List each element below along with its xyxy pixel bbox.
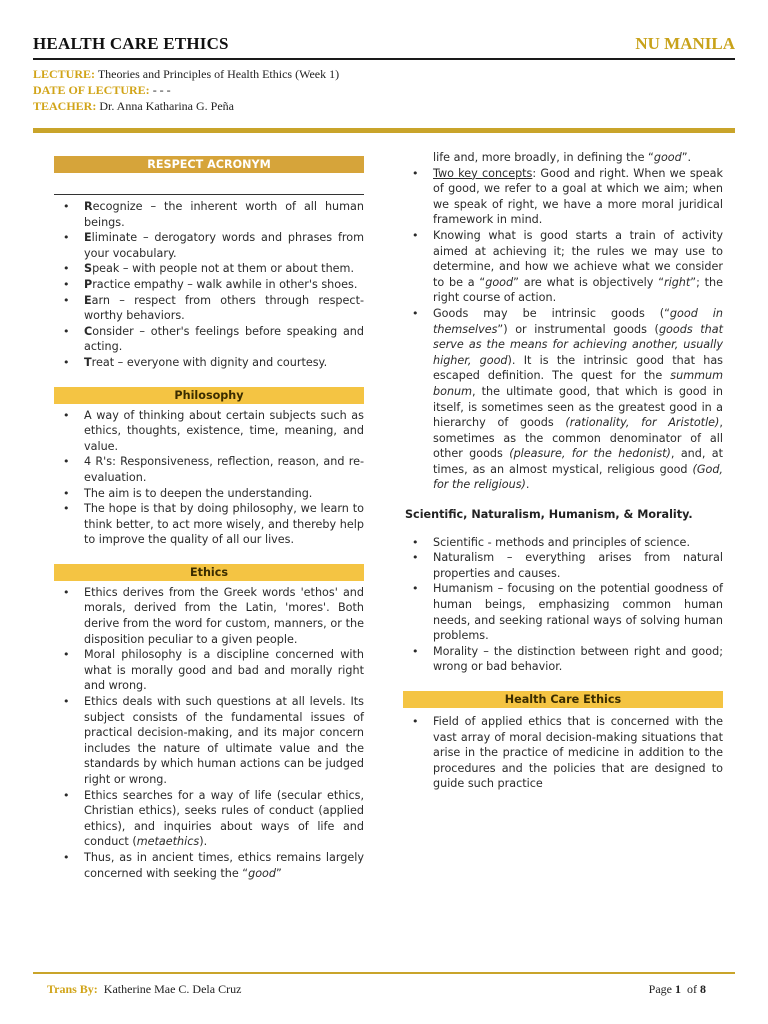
page-label: Page: [648, 982, 672, 996]
scientific-heading: Scientific, Naturalism, Humanism, & Morality.: [405, 508, 693, 522]
list-item: • The aim is to deepen the understanding.: [54, 486, 364, 502]
document-title: HEALTH CARE ETHICS: [33, 34, 229, 53]
ethics-heading: Ethics: [54, 564, 364, 581]
list-item-text: peak – with people not at them or about them.: [92, 262, 354, 276]
list-item: • Naturalism – everything arises from natural properties and causes.: [403, 550, 723, 581]
acronym-letter: E: [84, 293, 92, 307]
date-label: DATE OF LECTURE:: [33, 83, 150, 97]
list-item: [54, 261, 364, 277]
page-current: 1: [675, 982, 681, 996]
list-item: • Ethics deals with such questions at all levels. Its subject consists of the fundamental issues of practical decision-making, and its major concern includes the nature of ultimate value and the standards by which human actions can be judged right or wrong.: [54, 694, 364, 788]
list-item: [54, 850, 364, 881]
italic-term: good in themselves: [433, 306, 723, 336]
trans-value: Katherine Mae C. Dela Cruz: [103, 982, 242, 996]
trans-label: Trans By:: [47, 982, 98, 996]
footer-divider: [33, 972, 735, 974]
text-run: , the ultimate good, that which is good in itself, is sometimes seen as the greatest good in a hierarchy of goods: [433, 384, 723, 430]
acronym-letter: C: [84, 324, 93, 338]
teacher-line: [33, 98, 339, 114]
list-item-text: liminate – derogatory words and phrases from your vocabulary.: [84, 231, 364, 260]
lecture-meta: [33, 66, 339, 114]
health-care-ethics-list: [403, 714, 723, 792]
ethics-list: [54, 585, 364, 881]
acronym-letter: E: [84, 231, 92, 245]
text-run: ”; the right course of action.: [433, 275, 724, 305]
underlined-term: Two key concepts: [433, 166, 533, 180]
text-run: Thus, as in ancient times, ethics remains largely concerned with seeking the “: [84, 850, 364, 880]
list-item: • 4 R's: Responsiveness, reflection, reason, and re-evaluation.: [54, 454, 364, 485]
list-item: • A way of thinking about certain subjects such as ethics, thoughts, existence, time, meaning, and value.: [54, 408, 364, 455]
text-run: life and, more broadly, in defining the “: [433, 151, 654, 164]
left-column: [54, 156, 364, 881]
teacher-value: Dr. Anna Katharina G. Peña: [99, 99, 234, 113]
philosophy-heading: Philosophy: [54, 387, 364, 404]
ethics-continuation: [403, 150, 723, 166]
text-run: Goods may be intrinsic goods (“: [433, 306, 670, 320]
footer-credit: [47, 982, 241, 997]
list-item: • Humanism – focusing on the potential goodness of human beings, emphasizing common human needs, and seeking rational ways of solving human problems.: [403, 581, 723, 643]
list-item: [54, 230, 364, 261]
italic-term: (rationality, for Aristotle): [565, 416, 720, 430]
list-item: • The hope is that by doing philosophy, we learn to think better, to act more wisely, and thereby help to improve the quality of all our lives.: [54, 501, 364, 548]
date-line: [33, 82, 339, 98]
gold-divider: [33, 128, 735, 133]
text-run: , and, at times, as an almost mystical, religious good: [433, 447, 723, 476]
list-item: [54, 199, 364, 230]
text-run: , sometimes as the common denominator of all other goods: [433, 416, 723, 461]
respect-acronym-heading: RESPECT ACRONYM: [54, 156, 364, 173]
list-item: [403, 306, 723, 493]
acronym-letter: R: [84, 200, 93, 213]
list-item-text: ractice empathy – walk awhile in other's shoes.: [92, 277, 358, 291]
acronym-letter: P: [84, 277, 93, 291]
text-run: Knowing what is good starts a train of activity aimed at achieving it; the rules we may use to determine, and how we achieve what we consider to be a “: [433, 228, 723, 289]
list-item: • Scientific - methods and principles of science.: [403, 535, 723, 551]
lecture-label: LECTURE:: [33, 67, 96, 81]
text-run: : Good and right. When we speak of good, we refer to a goal at which we aim; when we speak of right, we have a more moral juridical framework in mind.: [433, 166, 723, 227]
list-item: • Morality – the distinction between right and good; wrong or bad behavior.: [403, 644, 723, 675]
text-run: Ethics searches for a way of life (secular ethics, Christian ethics), seeks rules of conduct (applied ethics), and inquiries about ways of life and conduct (: [84, 788, 364, 849]
acronym-letter: S: [84, 262, 93, 276]
of-label: of: [687, 982, 697, 996]
italic-term: good: [248, 866, 276, 880]
lecture-line: [33, 66, 339, 82]
list-item: • Moral philosophy is a discipline concerned with what is morally good and bad and morally right and wrong.: [54, 647, 364, 694]
list-item: [54, 293, 364, 324]
lecture-value: Theories and Principles of Health Ethics (Week 1): [97, 67, 340, 81]
right-column: [403, 150, 723, 792]
list-item-text: onsider – other's feelings before speaking and acting.: [84, 324, 364, 354]
philosophy-list: [54, 408, 364, 548]
italic-term: goods that serve as the means for achieving another, usually higher, good: [433, 322, 723, 367]
school-name: NU MANILA: [635, 34, 735, 53]
text-run: ”: [276, 866, 282, 880]
scientific-list: [403, 535, 723, 675]
text-run: ”.: [681, 151, 692, 164]
list-item-text: ecognize – the inherent worth of all human beings.: [84, 200, 364, 229]
header-divider: [33, 58, 735, 60]
list-item-text: arn – respect from others through respect-worthy behaviors.: [84, 293, 364, 323]
italic-term: good: [653, 151, 682, 164]
respect-divider: [54, 194, 364, 195]
list-item: [54, 277, 364, 293]
list-item-text: reat – everyone with dignity and courtesy.: [91, 355, 328, 369]
acronym-letter: T: [84, 355, 92, 369]
italic-term: (pleasure, for the hedonist): [509, 447, 671, 461]
list-item: • Ethics derives from the Greek words 'ethos' and morals, derived from the Latin, 'mores'. Both derive from the word for custom, manners, or the disposition peculiar to a given people.: [54, 585, 364, 647]
list-item: [54, 355, 364, 371]
list-item: [54, 788, 364, 850]
page-total: 8: [700, 982, 706, 996]
good-right-list: [403, 166, 723, 493]
list-item: [403, 228, 723, 306]
list-item: [54, 324, 364, 355]
teacher-label: TEACHER:: [33, 99, 97, 113]
italic-term: (God, for the religious): [433, 462, 723, 492]
italic-term: good: [485, 275, 514, 289]
text-run: .: [525, 478, 530, 492]
list-item: [403, 166, 723, 228]
italic-term: summum bonum: [433, 369, 723, 398]
text-run: ). It is the intrinsic good that has escaped definition. The quest for the: [433, 353, 724, 383]
respect-list: [54, 199, 364, 371]
italic-term: metaethics: [136, 835, 200, 849]
date-value: - - -: [152, 83, 171, 97]
list-item: • Field of applied ethics that is concerned with the vast array of moral decision-making situations that arise in the practice of medicine in addition to the procedures and the policies that are designed to guide such practice: [403, 714, 723, 792]
health-care-ethics-heading: Health Care Ethics: [403, 691, 723, 708]
italic-term: right: [664, 275, 691, 289]
text-run: ” are what is objectively “: [513, 275, 664, 289]
text-run: ”) or instrumental goods (: [497, 322, 659, 336]
page-number: [649, 982, 706, 997]
text-run: ).: [199, 835, 208, 849]
